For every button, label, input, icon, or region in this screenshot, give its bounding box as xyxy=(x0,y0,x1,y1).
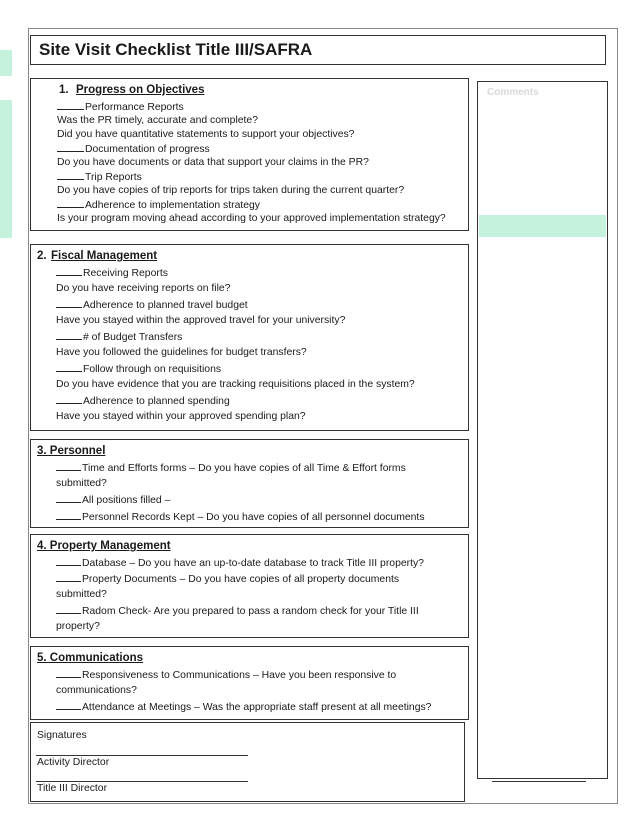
checklist-item xyxy=(56,330,182,345)
checklist-item xyxy=(56,668,396,683)
item-label: Personnel Records Kept – Do you have copies of all personnel documents xyxy=(82,512,425,523)
comments-label: Comments xyxy=(487,87,539,98)
section-number: 1. xyxy=(59,84,69,96)
item-label: Performance Reports xyxy=(85,102,184,113)
comments-box[interactable] xyxy=(477,81,608,779)
item-label: Adherence to implementation strategy xyxy=(85,200,261,211)
item-label: Documentation of progress xyxy=(85,144,210,155)
question-text: submitted? xyxy=(56,589,107,600)
comments-highlight xyxy=(479,215,606,237)
item-label: Receiving Reports xyxy=(83,268,168,279)
question-text: Do you have evidence that you are tracking requisitions placed in the system? xyxy=(56,379,415,390)
checklist-item xyxy=(56,556,424,571)
checklist-item xyxy=(56,572,399,587)
item-label: # of Budget Transfers xyxy=(83,332,183,343)
question-text: Have you followed the guidelines for budget transfers? xyxy=(56,347,307,358)
question-text: Have you stayed within your approved spending plan? xyxy=(56,411,306,422)
checklist-item xyxy=(56,510,425,525)
margin-highlight xyxy=(0,100,12,238)
page-title: Site Visit Checklist Title III/SAFRA xyxy=(30,35,606,65)
section-heading: 3. Personnel xyxy=(37,445,106,457)
item-label: Database – Do you have an up-to-date database to track Title III property? xyxy=(82,558,424,569)
checklist-item xyxy=(57,198,260,213)
checklist-item xyxy=(57,100,184,115)
item-label: Attendance at Meetings – Was the appropriate staff present at all meetings? xyxy=(82,702,432,713)
question-text: Do you have documents or data that support your claims in the PR? xyxy=(57,157,369,168)
question-text: Have you stayed within the approved travel for your university? xyxy=(56,315,346,326)
section-heading: 4. Property Management xyxy=(37,540,171,552)
checklist-item xyxy=(57,170,142,185)
section-heading: 5. Communications xyxy=(37,652,144,664)
margin-highlight xyxy=(0,50,12,76)
checklist-item xyxy=(56,461,406,476)
item-label: Radom Check- Are you prepared to pass a random check for your Title III xyxy=(82,606,419,617)
section-number: 2. xyxy=(37,250,47,262)
question-text: property? xyxy=(56,621,100,632)
question-text: communications? xyxy=(56,685,137,696)
checklist-item xyxy=(56,394,230,409)
item-label: Time and Efforts forms – Do you have copies of all Time & Effort forms xyxy=(82,463,406,474)
question-text: Do you have receiving reports on file? xyxy=(56,283,231,294)
checklist-item xyxy=(56,266,168,281)
activity-director-label: Activity Director xyxy=(37,757,110,768)
checklist-item xyxy=(56,604,419,619)
question-text: Was the PR timely, accurate and complete? xyxy=(57,115,258,126)
item-label: Follow through on requisitions xyxy=(83,364,222,375)
question-text: Do you have copies of trip reports for trips taken during the current quarter? xyxy=(57,185,405,196)
section-heading: Fiscal Management xyxy=(51,250,158,262)
question-text: submitted? xyxy=(56,478,107,489)
item-label: All positions filled – xyxy=(82,495,171,506)
question-text: Is your program moving ahead according to your approved implementation strategy? xyxy=(57,213,446,224)
item-label: Property Documents – Do you have copies of all property documents xyxy=(82,574,400,585)
checklist-item xyxy=(56,493,170,508)
comments-signature-line xyxy=(492,781,586,782)
checklist-item xyxy=(56,298,248,313)
checklist-item xyxy=(56,362,221,377)
item-label: Adherence to planned travel budget xyxy=(83,300,248,311)
checklist-item xyxy=(57,142,210,157)
title3-director-label: Title III Director xyxy=(37,783,108,794)
item-label: Trip Reports xyxy=(85,172,142,183)
item-label: Adherence to planned spending xyxy=(83,396,230,407)
question-text: Did you have quantitative statements to support your objectives? xyxy=(57,129,355,140)
section-heading: Progress on Objectives xyxy=(76,84,205,96)
checklist-item xyxy=(56,700,431,715)
signatures-label: Signatures xyxy=(37,730,87,741)
item-label: Responsiveness to Communications – Have you been responsive to xyxy=(82,670,397,681)
